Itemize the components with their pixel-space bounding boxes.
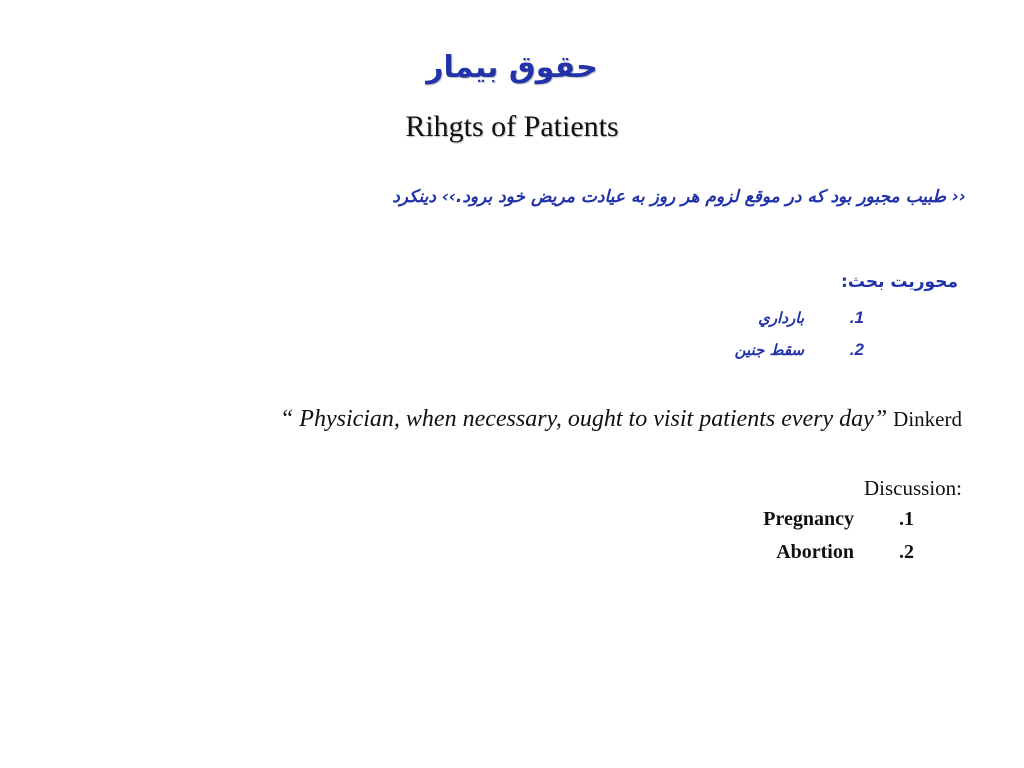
- list-item: [604, 340, 864, 372]
- slide-title-english: Rihgts of Patients: [405, 110, 619, 143]
- list-item: [654, 508, 914, 541]
- discussion-list-english: [654, 508, 914, 574]
- list-item-number: .2: [899, 541, 914, 563]
- list-item-number: 2.: [849, 340, 864, 359]
- quote-persian: ‹‹ طبيب مجبور بود كه در موقع لزوم هر روز به عيادت مريض خود برود.›› دينكرد: [392, 187, 966, 207]
- list-item-label: بارداري: [758, 309, 804, 327]
- quote-english: [202, 406, 962, 433]
- discussion-list-persian: [604, 308, 864, 372]
- list-item-label: سقط جنين: [734, 341, 804, 359]
- discussion-heading-english: Discussion:: [863, 476, 962, 500]
- list-item-label: Abortion: [776, 541, 854, 563]
- list-item: [604, 308, 864, 340]
- slide-title-persian: حقوق بيمار: [426, 50, 598, 85]
- list-item-number: 1.: [849, 308, 864, 327]
- quote-english-text: “ Physician, when necessary, ought to visit patients every day”: [279, 406, 888, 432]
- list-item-number: .1: [899, 508, 914, 530]
- list-item: [654, 541, 914, 574]
- quote-english-author: Dinkerd: [893, 407, 962, 431]
- list-item-label: Pregnancy: [763, 508, 854, 530]
- discussion-heading-persian: محوريت بحث:: [841, 272, 958, 292]
